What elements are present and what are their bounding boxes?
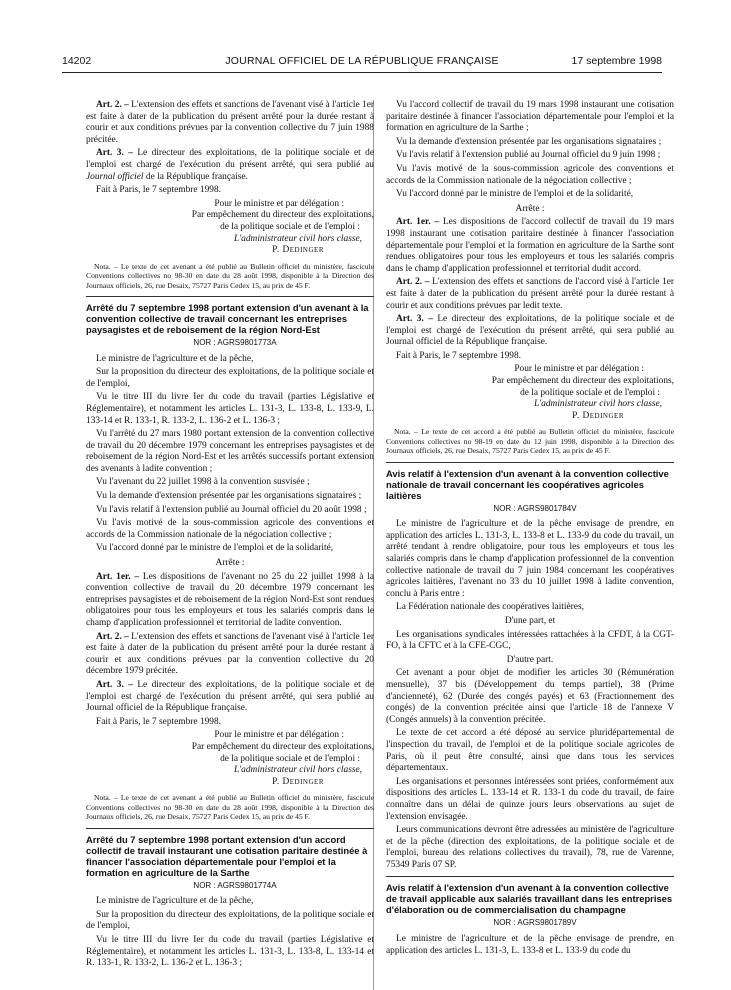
fait-line: Fait à Paris, le 7 septembre 1998. <box>396 350 521 361</box>
article-1: Art. 1er. – Les dispositions de l'avenant no 25 du 22 juillet 1998 à la convention collective de travail du 20 décembre 1979 concernant les entreprises paysagistes et de reboisement de la région Nord-Est sont rendues obligatoires pour tous les employeurs et tous les salariés compris dans le champ d'application professionnel et territorial de ladite convention. <box>86 571 375 628</box>
paragraph: Le texte de cet accord a été déposé au service pluridépartemental de l'inspection du travail, de l'emploi et de la politique sociale agricoles de Paris, où il peut être consulté, ainsi que dans tous les services départementaux. <box>386 728 674 774</box>
paragraph: Vu l'accord donné par le ministre de l'emploi et de la solidarité, <box>96 543 334 554</box>
paragraph: Vu l'avis motivé de la sous-commission agricole des conventions et accords de la Commission nationale de la négociation collective ; <box>386 163 674 186</box>
page-header <box>62 55 662 71</box>
left-column <box>86 100 374 972</box>
paragraph: La Fédération nationale des coopératives laitières, <box>396 602 584 613</box>
nota: Nota. – Le texte de cet avenant a été publié au Bulletin officiel du ministère, fascicule Conventions collectives no 98-30 en date du 28 août 1998, disponible à la Direction des Journaux officiels, 26, rue Desaix, 75727 Paris Cedex 15, au prix de 45 F. <box>86 261 374 290</box>
article-3: Art. 3. – Le directeur des exploitations, de la politique sociale et de l'emploi est chargé de l'exécution du présent arrêté, qui sera publié au Journal officiel de la République française. <box>86 679 374 714</box>
section-separator <box>386 462 674 463</box>
article-2: Art. 2. – L'extension des effets et sanctions de l'avenant visé à l'article 1er est faite à dater de la publication du présent arrêté pour la durée restant à courir et aux conditions prévues par la convention collective du 20 décembre 1979 précitée. <box>86 631 374 677</box>
fait-line: Fait à Paris, le 7 septembre 1998. <box>96 716 221 727</box>
arrete-label: Arrête : <box>515 203 545 214</box>
section-separator <box>386 876 674 877</box>
paragraph: Les organisations et personnes intéressées sont priées, conformément aux dispositions des articles L. 133-14 et R. 133-1 du code du travail, de faire connaître dans un délai de quinze jours leurs observations au sujet de l'extension envisagée. <box>386 776 674 822</box>
issue-date: 17 septembre 1998 <box>571 55 662 67</box>
paragraph: Vu l'avis relatif à l'extension publié au Journal officiel du 9 juin 1998 ; <box>396 150 661 161</box>
decree-heading: Arrêté du 7 septembre 1998 portant extension d'un avenant à la convention collective de travail concernant les entreprises paysagistes et de reboisement de la région Nord-Est <box>86 301 369 335</box>
nor-reference: NOR : AGRS9801774A <box>193 880 277 890</box>
header-rule <box>62 72 662 73</box>
article-2: Art. 2. – L'extension des effets et sanctions de l'avenant visé à l'article 1er est faite à dater de la publication du présent arrêté pour la durée restant à courir et aux conditions prévues par la convention collective du 7 juin 1988 précitée. <box>86 100 374 145</box>
paragraph: D'autre part. <box>506 654 554 665</box>
decree-heading: Arrêté du 7 septembre 1998 portant extension d'un accord collectif de travail instaurant une cotisation paritaire destinée à financer l'association départementale pour l'emploi et la formation en agriculture de la Sarthe <box>86 833 368 878</box>
nota: Nota. – Le texte de cet accord a été publié au Bulletin officiel du ministère, fascicule Conventions collectives no 98-19 en date du 12 juin 1998, disponible à la Direction des Journaux officiels, 26, rue Desaix, 75727 Paris Cedex 15, au prix de 45 F. <box>386 427 674 456</box>
paragraph: Vu l'avis relatif à l'extension publié au Journal officiel du 20 août 1998 ; <box>96 504 367 515</box>
signature-block: Pour le ministre et par délégation : Par empêchement du directeur des exploitations, de la politique sociale et de l'emploi : L'administrateur civil hors classe, P. Dedinger <box>491 364 674 421</box>
paragraph: Vu l'accord donné par le ministre de l'emploi et de la solidarité, <box>396 189 634 200</box>
paragraph: Vu l'avis motivé de la sous-commission agricole des conventions et accords de la Commission nationale de la négociation collective ; <box>86 518 374 540</box>
article-3: Art. 3. – Le directeur des exploitations, de la politique sociale et de l'emploi est chargé de l'exécution du présent arrêté, qui sera publié au Journal officiel de la République française. <box>86 148 374 182</box>
nor-reference: NOR : AGRS9801789V <box>493 918 577 928</box>
signature-block: Pour le ministre et par délégation : Par empêchement du directeur des exploitations, de la politique sociale et de l'emploi : L'administrateur civil hors classe, P. Dedinger <box>191 730 374 787</box>
paragraph: Le ministre de l'agriculture et de la pêche envisage de prendre, en application des articles L. 131-3, L. 133-8 et L. 133-9 du code du travail, un arrêté tendant à rendre obligatoire, pour tous les employeurs et tous les salariés compris dans le champ d'application professionnel de la convention collective nationale de travail du 7 juin 1984 concernant les coopératives agricoles laitières, l'avenant no 33 du 10 juillet 1998 à ladite convention, conclu à Paris entre : <box>386 519 674 599</box>
paragraph: Le ministre de l'agriculture et de la pêche, <box>96 896 254 907</box>
paragraph: Sur la proposition du directeur des exploitations, de la politique sociale et de l'emploi, <box>86 367 374 389</box>
notice-heading: Avis relatif à l'extension d'un avenant à la convention collective nationale de travail concernant les coopératives agricoles laitières <box>386 467 669 501</box>
paragraph: Vu l'arrêté du 27 mars 1980 portant extension de la convention collective de travail du 20 décembre 1979 concernant les entreprises paysagistes et de reboisement de la région Nord-Est et les arrêtés successifs portant extension des avenants à ladite convention ; <box>86 429 374 474</box>
page-number: 14202 <box>62 55 92 67</box>
arrete-label: Arrête : <box>215 558 245 569</box>
article-2: Art. 2. – L'extension des effets et sanctions de l'accord visé à l'article 1er est faite à dater de la publication du présent arrêté pour la durée restant à courir et aux conditions prévues par ledit texte. <box>386 277 674 311</box>
nor-reference: NOR : AGRS9801784V <box>493 503 577 513</box>
nor-reference: NOR : AGRS9801773A <box>193 337 277 347</box>
section-separator <box>86 296 374 297</box>
journal-title: JOURNAL OFFICIEL DE LA RÉPUBLIQUE FRANÇAISE <box>225 55 499 67</box>
paragraph: Sur la proposition du directeur des exploitations, de la politique sociale et de l'emploi, <box>86 909 374 932</box>
paragraph: Vu la demande d'extension présentée par les organisations signataires ; <box>396 136 662 147</box>
paragraph: D'une part, et <box>504 616 556 626</box>
signature-block: Pour le ministre et par délégation : Par empêchement du directeur des exploitations, de la politique sociale et de l'emploi : L'administrateur civil hors classe, P. Dedinger <box>191 198 374 256</box>
article-3: Art. 3. – Le directeur des exploitations, de la politique sociale et de l'emploi est chargé de l'exécution du présent arrêté, qui sera publié au Journal officiel de la République française. <box>386 314 674 348</box>
paragraph: Le ministre de l'agriculture et de la pêche, <box>96 353 254 364</box>
article-1: Art. 1er. – Les dispositions de l'accord collectif de travail du 19 mars 1998 instaurant une cotisation paritaire destinée à financer l'association départementale pour l'emploi et la formation en agriculture de la Sarthe sont rendues obligatoires pour tous les employeurs et tous les salariés compris dans le champ d'application professionnel et territorial dudit accord. <box>386 217 674 274</box>
paragraph: Cet avenant a pour objet de modifier les articles 30 (Rémunération mensuelle), 37 bis (Développement du temps partiel), 38 (Prime d'ancienneté), 62 (Durée des congés payés) et 63 (Fractionnement des congés) de la convention précitée ainsi que l'article 18 de l'annexe V (Congés annuels) à la convention précitée. <box>386 668 674 725</box>
paragraph: Vu le titre III du livre Ier du code du travail (parties Législative et Réglementaire), et notamment les articles L. 131-3, L. 133-8, L. 133-14 et R. 133-1, R. 133-2, L. 136-2 et L. 136-3 ; <box>86 934 374 969</box>
section-separator <box>86 828 374 829</box>
notice-heading: Avis relatif à l'extension d'un avenant à la convention collective de travail applicable aux salariés travaillant dans les entreprises d'élaboration ou de commercialisation du champagne <box>386 882 673 916</box>
nota: Nota. – Le texte de cet avenant a été publié au Bulletin officiel du ministère, fascicule Conventions collectives no 98-30 en date du 28 août 1998, disponible à la Direction des Journaux officiels, 26, rue Desaix, 75727 Paris Cedex 15, au prix de 45 F. <box>86 793 374 822</box>
paragraph: Vu l'accord collectif de travail du 19 mars 1998 instaurant une cotisation paritaire destinée à financer l'association départementale pour l'emploi et la formation en agriculture de la Sarthe ; <box>386 100 674 134</box>
paragraph: Vu le titre III du livre Ier du code du travail (parties Législative et Réglementaire), et notamment les articles L. 131-3, L. 133-8, L. 133-9, L. 133-14 et R. 133-1, R. 133-2, L. 136-2 et L. 136-3 ; <box>86 392 374 426</box>
paragraph: Le ministre de l'agriculture et de la pêche envisage de prendre, en application des articles L. 131-3, L. 133-8 et L. 133-9 du code du <box>386 934 674 956</box>
paragraph: Les organisations syndicales intéressées rattachées à la CFDT, à la CGT-FO, à la CFTC et à la CFE-CGC, <box>386 629 674 652</box>
paragraph: Vu l'avenant du 22 juillet 1998 à la convention susvisée ; <box>96 477 310 488</box>
paragraph: Vu la demande d'extension présentée par les organisations signataires ; <box>96 491 362 502</box>
right-column <box>386 100 674 959</box>
fait-line: Fait à Paris, le 7 septembre 1998. <box>96 185 221 196</box>
paragraph: Leurs communications devront être adressées au ministère de l'agriculture et de la pêche (direction des exploitations, de la politique sociale et de l'emploi, bureau des relations collectives du travail), 78, rue de Varenne, 75349 Paris 07 SP. <box>386 825 674 870</box>
